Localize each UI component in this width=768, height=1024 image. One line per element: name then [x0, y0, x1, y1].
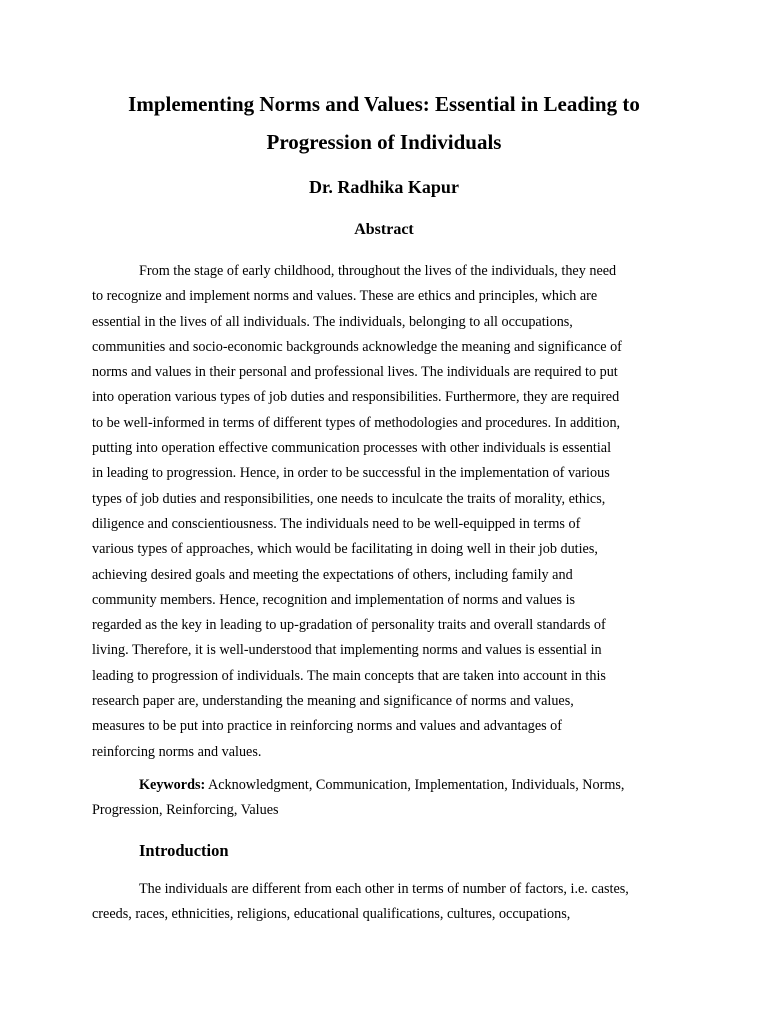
author-name: Dr. Radhika Kapur	[309, 177, 459, 197]
abstract-line: into operation various types of job duties and responsibilities. Furthermore, they are required	[92, 389, 620, 406]
title-line-1: Implementing Norms and Values: Essential in Leading to	[128, 92, 640, 116]
keywords-line-1	[92, 773, 676, 798]
abstract-line: leading to progression of individuals. The main concepts that are taken into account in this	[92, 667, 606, 684]
abstract-line: types of job duties and responsibilities, one needs to inculcate the traits of morality, ethics,	[92, 490, 606, 507]
introduction-body	[92, 877, 676, 928]
abstract-line: From the stage of early childhood, throughout the lives of the individuals, they need	[139, 263, 617, 279]
abstract-line: achieving desired goals and meeting the expectations of others, including family and	[92, 566, 573, 583]
introduction-heading: Introduction	[139, 841, 229, 860]
abstract-line: reinforcing norms and values.	[92, 743, 262, 760]
keywords-list-part-1: Acknowledgment, Communication, Implementation, Individuals, Norms,	[205, 777, 625, 793]
abstract-line: measures to be put into practice in reinforcing norms and values and advantages of	[92, 718, 563, 735]
abstract-line: to be well-informed in terms of different types of methodologies and procedures. In addition,	[92, 414, 621, 431]
abstract-line: community members. Hence, recognition and implementation of norms and values is	[92, 591, 576, 608]
abstract-body	[92, 259, 676, 765]
keywords-paragraph	[92, 773, 676, 824]
keywords-label: Keywords:	[139, 777, 206, 793]
abstract-line: diligence and conscientiousness. The individuals need to be well-equipped in terms of	[92, 515, 581, 532]
abstract-line: in leading to progression. Hence, in order to be successful in the implementation of various	[92, 465, 610, 482]
abstract-line: norms and values in their personal and professional lives. The individuals are required to put	[92, 364, 618, 381]
keywords-list-part-2: Progression, Reinforcing, Values	[92, 802, 279, 819]
abstract-line: regarded as the key in leading to up-gradation of personality traits and overall standards of	[92, 617, 606, 634]
abstract-line: research paper are, understanding the meaning and significance of norms and values,	[92, 693, 574, 710]
abstract-heading: Abstract	[354, 221, 414, 238]
abstract-line: communities and socio-economic backgrounds acknowledge the meaning and significance of	[92, 338, 622, 355]
abstract-line: living. Therefore, it is well-understood that implementing norms and values is essential in	[92, 642, 602, 659]
title-line-2: Progression of Individuals	[266, 130, 502, 154]
abstract-line: essential in the lives of all individuals. The individuals, belonging to all occupations,	[92, 313, 573, 330]
abstract-line: to recognize and implement norms and values. These are ethics and principles, which are	[92, 288, 598, 305]
paper-title	[84, 85, 684, 161]
intro-line: creeds, races, ethnicities, religions, educational qualifications, cultures, occupations,	[92, 906, 571, 923]
intro-line: The individuals are different from each other in terms of number of factors, i.e. castes,	[139, 881, 629, 897]
abstract-line: various types of approaches, which would be facilitating in doing well in their job duties,	[92, 541, 598, 558]
abstract-line: putting into operation effective communication processes with other individuals is essential	[92, 440, 612, 457]
